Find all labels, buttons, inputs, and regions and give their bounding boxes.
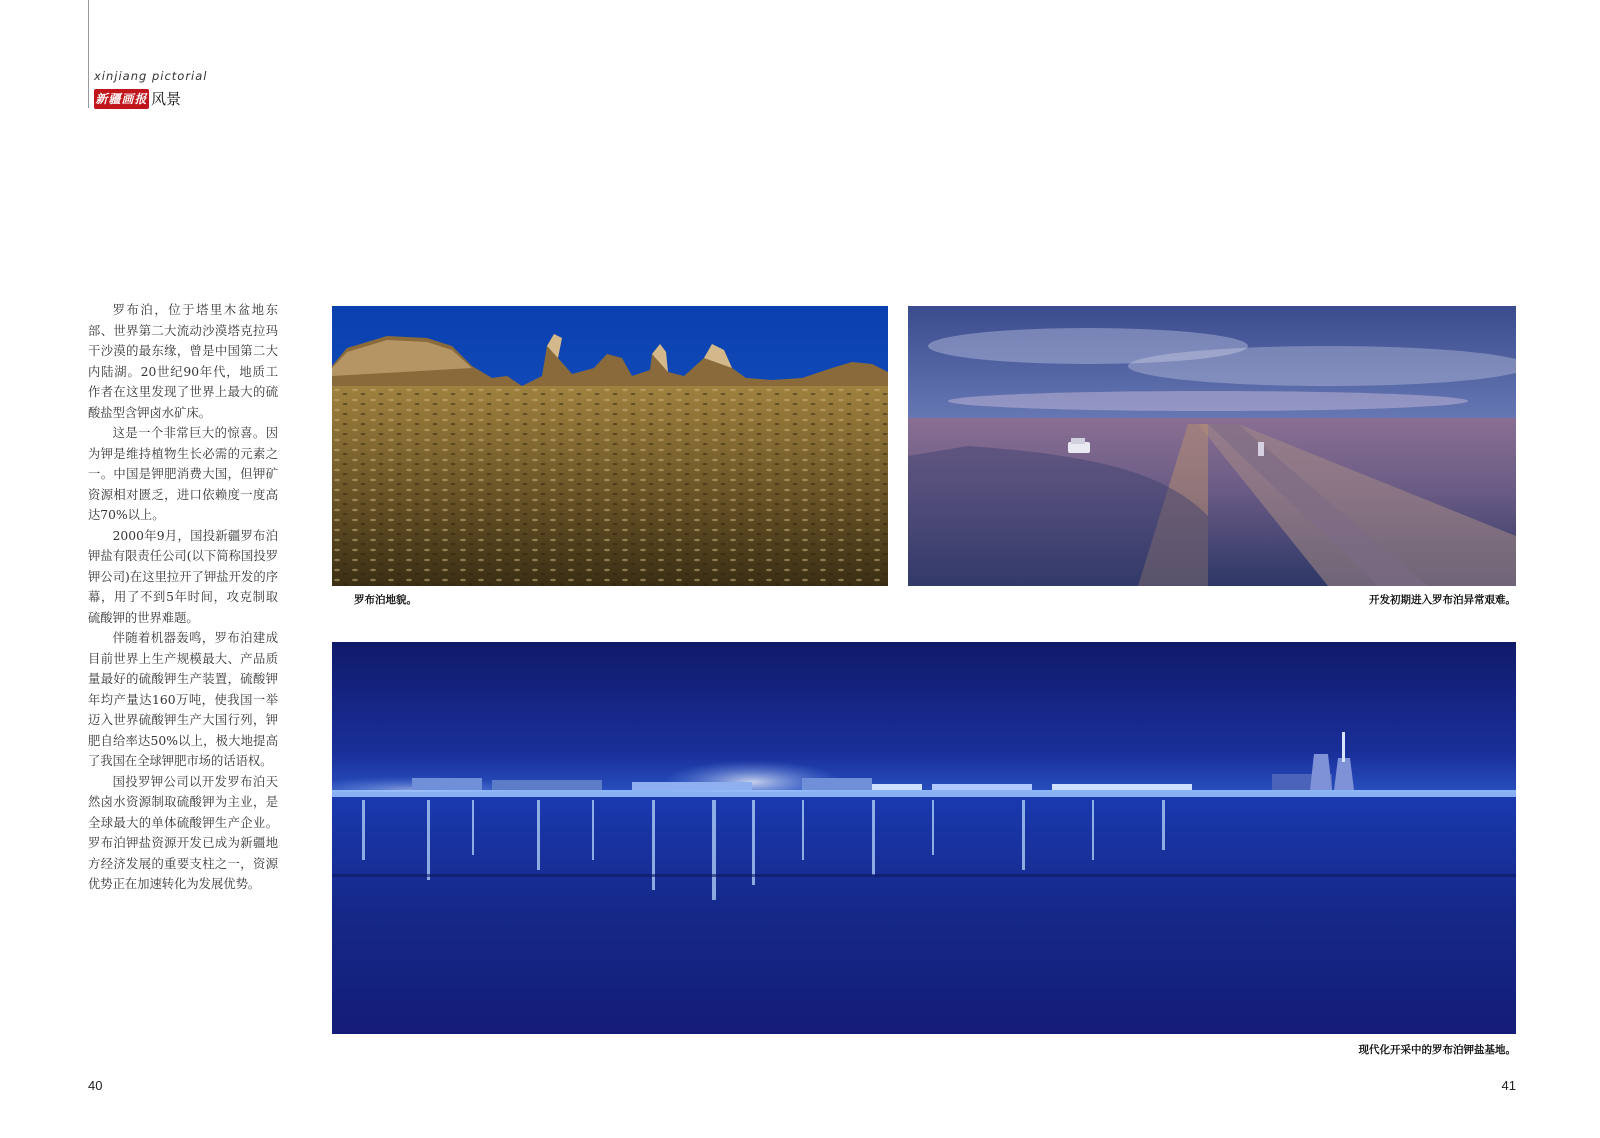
photo-lop-nur-landform: [332, 306, 888, 586]
page-number-right: 41: [1501, 1078, 1516, 1093]
article-paragraph: 2000年9月，国投新疆罗布泊钾盐有限责任公司(以下简称国投罗钾公司)在这里拉开了钾盐开发的序幕，用了不到5年时间，攻克制取硫酸钾的世界难题。: [88, 528, 278, 625]
photo-potash-base-night: [332, 642, 1516, 1034]
potash-base-photo-image: [332, 642, 1516, 1034]
photo-caption-early-development: 开发初期进入罗布泊异常艰难。: [1369, 594, 1516, 606]
section-title: 风景: [151, 90, 182, 108]
photo-early-development: [908, 306, 1516, 586]
photo-caption-potash-base: 现代化开采中的罗布泊钾盐基地。: [1358, 1044, 1516, 1056]
landform-photo-image: [332, 306, 888, 586]
article-paragraph: 国投罗钾公司以开发罗布泊天然卤水资源制取硫酸钾为主业，是全球最大的单体硫酸钾生产企业。罗布泊钾盐资源开发已成为新疆地方经济发展的重要支柱之一，资源优势正在加速转化为发展优势。: [88, 774, 278, 891]
magazine-name-english: xinjiang pictorial: [94, 69, 208, 83]
article-paragraph: 这是一个非常巨大的惊喜。因为钾是维持植物生长必需的元素之一。中国是钾肥消费大国，但钾矿资源相对匮乏，进口依赖度一度高达70%以上。: [88, 426, 278, 522]
header-divider: [88, 0, 89, 108]
photo-caption-landform: 罗布泊地貌。: [354, 594, 417, 606]
article-paragraph: 伴随着机器轰鸣，罗布泊建成目前世界上生产规模最大、产品质量最好的硫酸钾生产装置，硫酸钾年均产量达160万吨，使我国一举迈入世界硫酸钾生产大国行列，钾肥自给率达50%以上，极大地提高了我国在全球钾肥市场的话语权。: [88, 631, 278, 768]
article-text: [88, 300, 278, 895]
section-header: [94, 88, 181, 109]
magazine-logo: 新疆画报: [94, 89, 149, 109]
page-number-left: 40: [88, 1078, 103, 1093]
early-development-photo-image: [908, 306, 1516, 586]
article-paragraph: 罗布泊，位于塔里木盆地东部、世界第二大流动沙漠塔克拉玛干沙漠的最东缘，曾是中国第二大内陆湖。20世纪90年代，地质工作者在这里发现了世界上最大的硫酸盐型含钾卤水矿床。: [88, 303, 278, 420]
